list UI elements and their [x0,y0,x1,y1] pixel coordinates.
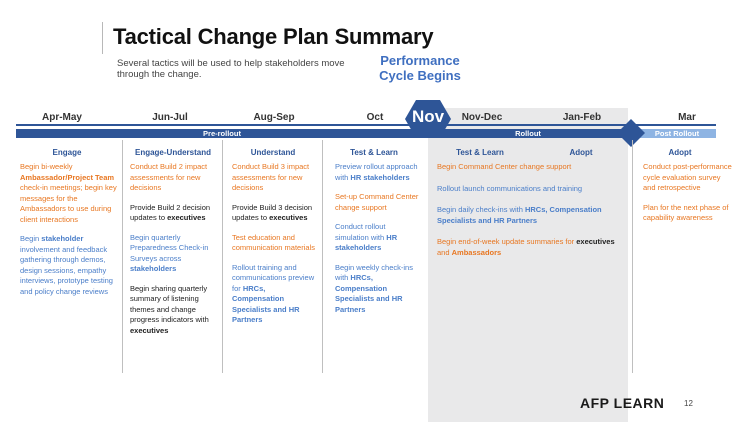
col2-item-2: Provide Build 2 decision updates to executives [130,202,211,222]
col4-content [335,162,421,324]
col5-header-test-learn: Test & Learn [456,148,504,157]
phase-post-rollout: Post Rollout [638,129,716,138]
column-divider-2 [222,140,223,373]
col3-header: Understand [250,148,296,157]
col4-item-1: Preview rollout approach with HR stakeholders [335,162,418,182]
col1-header: Engage [52,148,82,157]
col5-item-1: Begin Command Center change support [437,162,572,171]
column-divider-4 [632,140,633,373]
col5-item-2: Rollout launch communications and training [437,183,583,193]
col3-content [232,162,318,335]
milestone-label: Performance Cycle Begins [379,53,461,83]
nov-marker-label: Nov [411,107,445,126]
column-divider-3 [322,140,323,373]
page-number: 12 [684,399,693,408]
col4-item-2: Set-up Command Center change support [335,192,419,212]
period-jun-jul: Jun-Jul [152,112,188,123]
phase-rollout: Rollout [430,129,626,138]
period-mar: Mar [678,112,696,123]
col3-item-3: Test education and communication materials [232,232,315,252]
afp-learn-logo: AFP LEARN [580,395,665,411]
period-aug-sep: Aug-Sep [253,112,295,123]
col2-content [130,162,218,345]
page-subtitle: Several tactics will be used to help stakeholders move through the change. [117,58,345,80]
col6-content [643,162,735,233]
col2-header: Engage-Understand [134,148,211,157]
col6-item-1: Conduct post-performance cycle evaluation survey and retrospective [643,162,732,192]
timeline-line [16,124,716,126]
col1-item-1: Begin bi-weekly Ambassador/Project Team check-in meetings; begin key messages for the Ambassadors to use during client interactions [20,162,117,224]
column-divider-1 [122,140,123,373]
col2-item-3: Begin quarterly Preparedness Check-in Surveys across stakeholders [130,232,209,273]
period-jan-feb: Jan-Feb [562,112,602,123]
col5-header-adopt: Adopt [569,148,593,157]
col3-item-4: Rollout training and communications preview for HRCs, Compensation Specialists and HR Partners [232,262,315,324]
col3-item-1: Conduct Build 3 impact assessments for new decisions [232,162,310,192]
col5-item-3: Begin daily check-ins with HRCs, Compensation Specialists and HR Partners [437,205,602,225]
period-apr-may: Apr-May [41,112,82,123]
phase-pre-rollout: Pre-rollout [16,129,428,138]
col1-content [20,162,120,306]
col4-header: Test & Learn [350,148,398,157]
col1-item-2: Begin stakeholder involvement and feedback gathering through demos, design sessions, empathy interviews, prototype testing and policy change reviews [20,234,113,296]
col5-item-4: Begin end-of-week update summaries for executives and Ambassadors [437,237,615,257]
col4-item-4: Begin weekly check-ins with HRCs, Compensation Specialists and HR Partners [335,262,413,314]
page-title: Tactical Change Plan Summary [113,24,434,49]
col3-item-2: Provide Build 3 decision updates to executives [232,202,313,222]
col5-content [437,162,625,267]
title-divider [102,22,103,54]
period-nov-dec: Nov-Dec [461,112,503,123]
period-oct: Oct [366,112,384,123]
col6-item-2: Plan for the next phase of capability awareness [643,202,729,222]
diamond-marker [616,118,646,148]
col6-header: Adopt [668,148,692,157]
col2-item-1: Conduct Build 2 impact assessments for new decisions [130,162,208,192]
col2-item-4: Begin sharing quarterly summary of listening themes and change progress indicators with executives [130,283,209,335]
col4-item-3: Conduct rollout simulation with HR stakeholders [335,222,398,252]
